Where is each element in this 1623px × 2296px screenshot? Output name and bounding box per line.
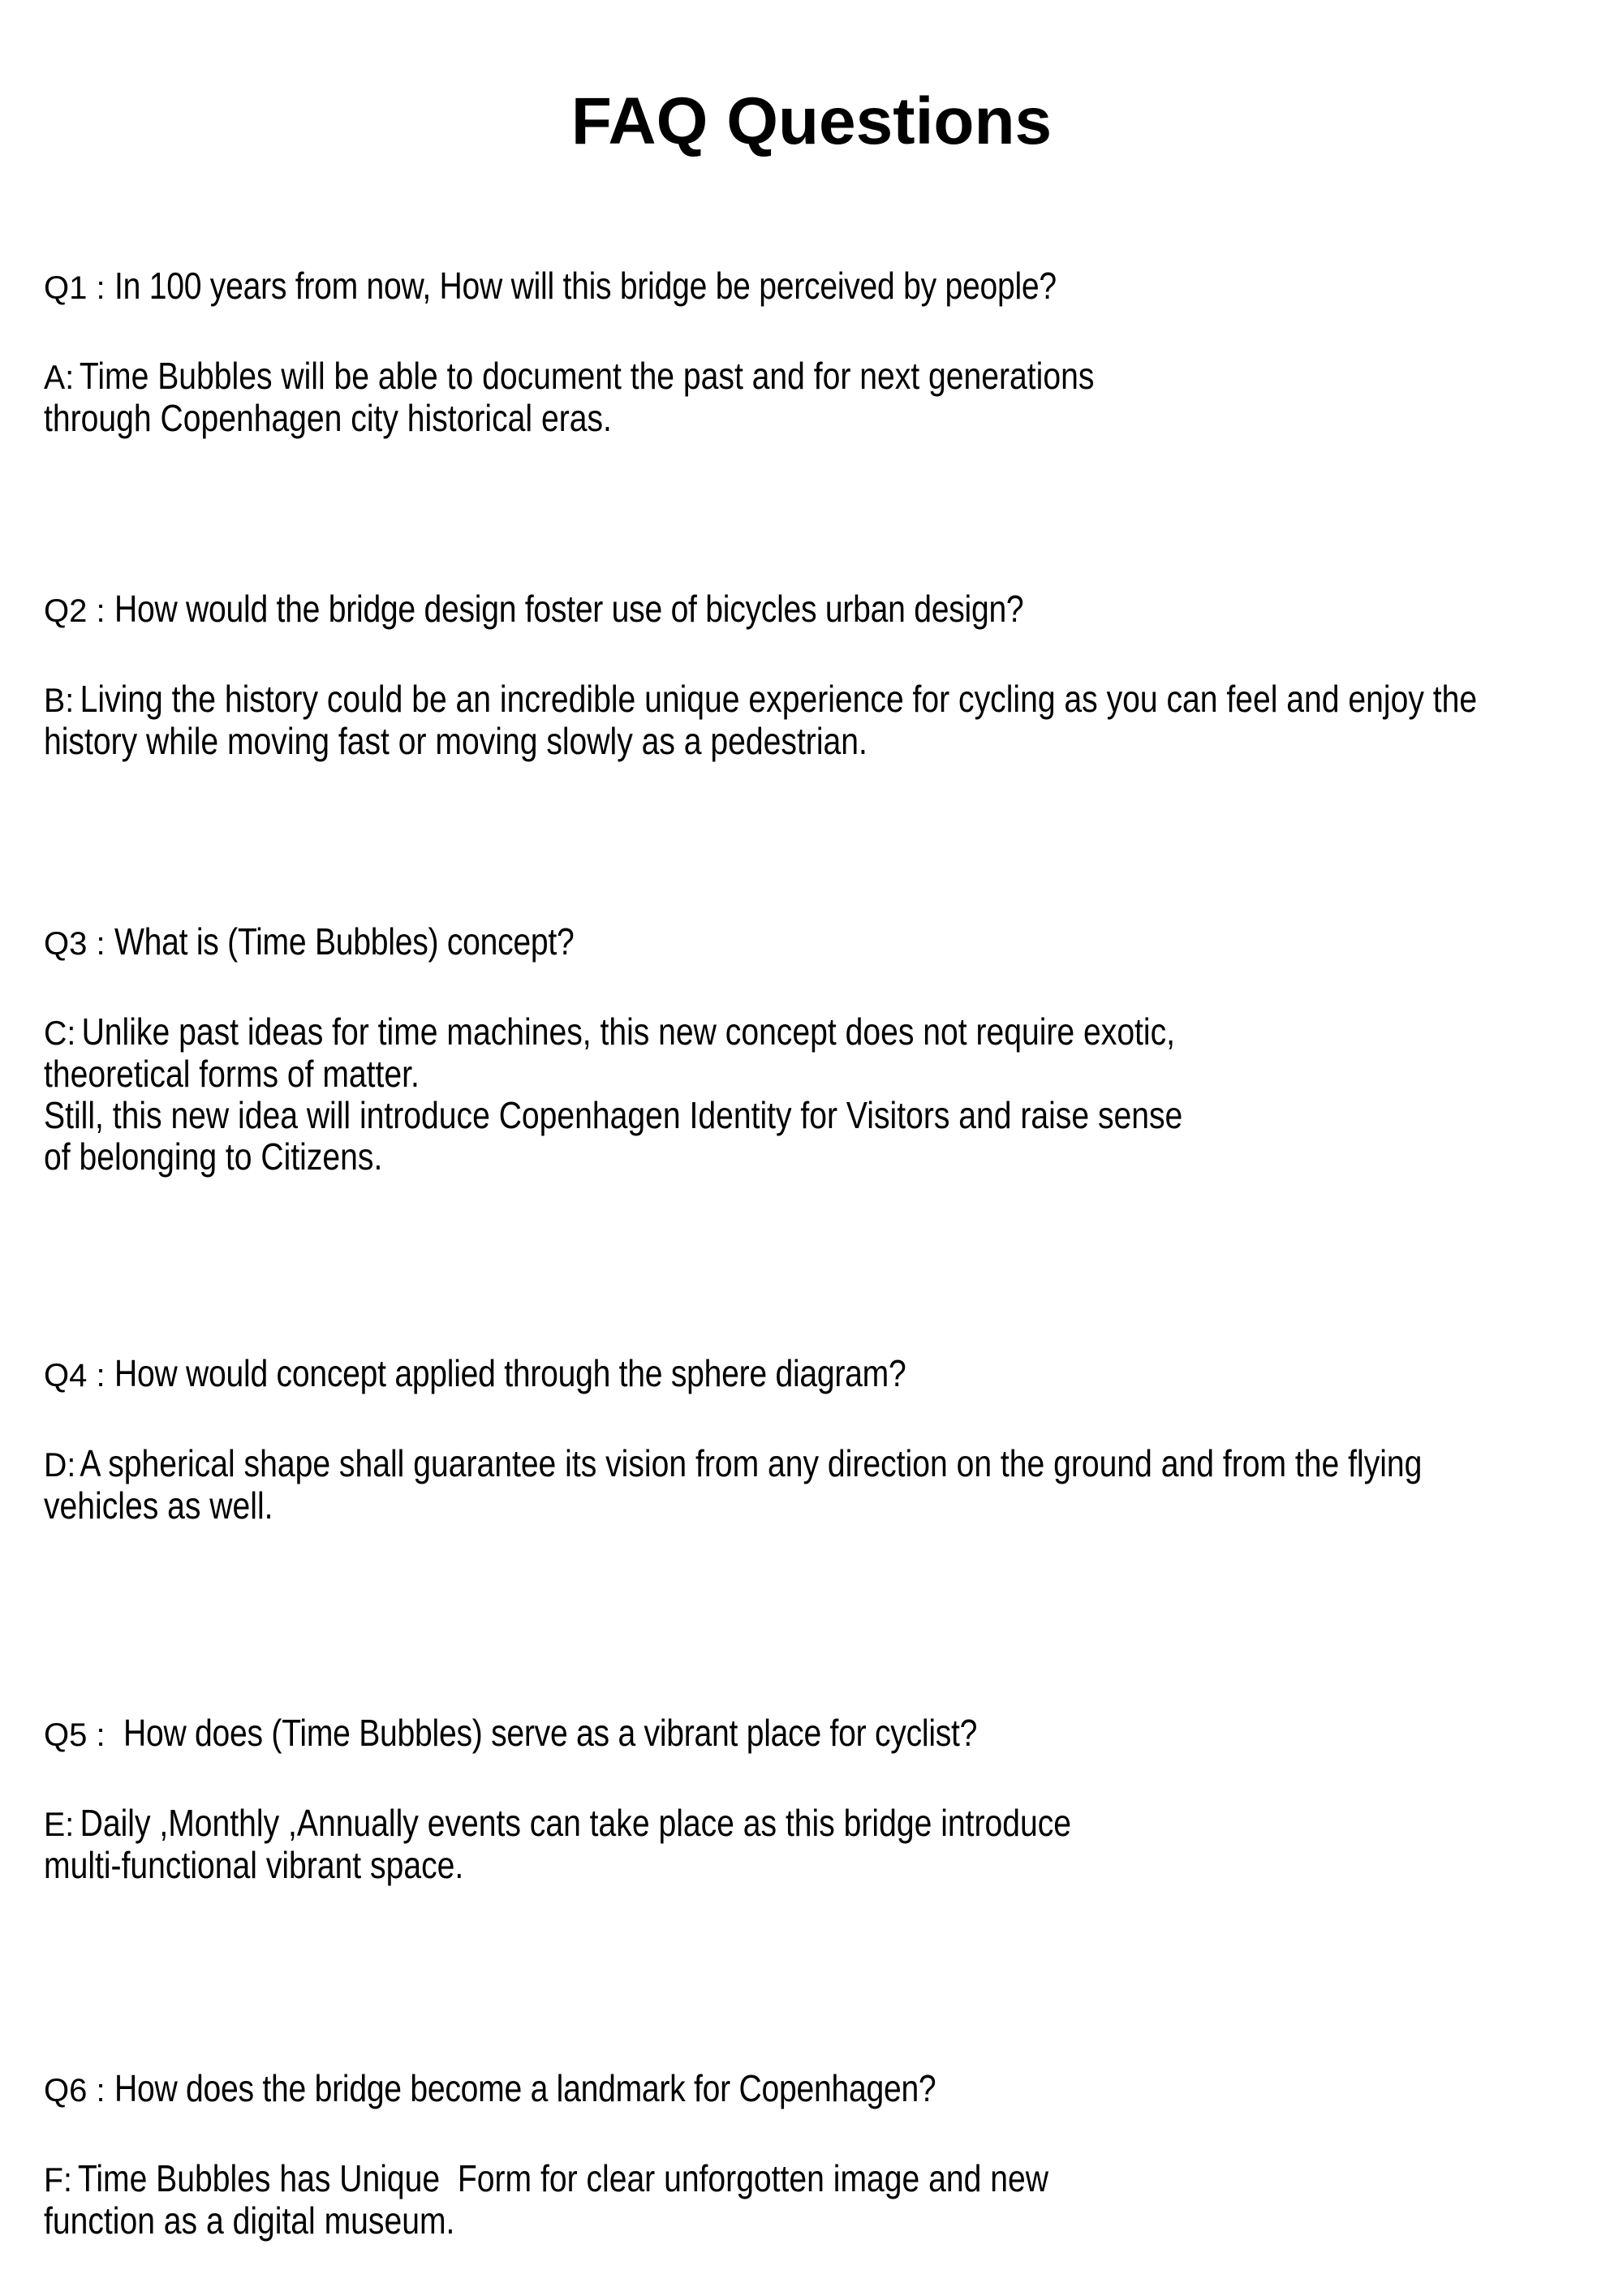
question-text: In 100 years from now, How will this bridge be perceived by people? bbox=[114, 265, 1057, 307]
answer-line: C: Unlike past ideas for time machines, this new concept does not require exotic, bbox=[44, 1010, 1176, 1053]
faq-item-5 bbox=[44, 1708, 1594, 1886]
answer-4 bbox=[44, 1443, 1594, 1527]
answer-line: A: Time Bubbles will be able to document the past and for next generations bbox=[44, 355, 1095, 397]
question-1 bbox=[44, 261, 1594, 320]
question-label: Q5 : bbox=[44, 1717, 123, 1753]
answer-1 bbox=[44, 355, 1594, 439]
question-4 bbox=[44, 1349, 1594, 1407]
answer-label: C: bbox=[44, 1014, 76, 1052]
faq-item-6 bbox=[44, 2064, 1594, 2242]
question-text: How does (Time Bubbles) serve as a vibrant place for cyclist? bbox=[123, 1712, 977, 1754]
answer-label: F: bbox=[44, 2160, 72, 2199]
answer-line: E: Daily ,Monthly ,Annually events can take place as this bridge introduce bbox=[44, 1802, 1072, 1844]
question-6 bbox=[44, 2064, 1594, 2122]
answer-line: multi-functional vibrant space. bbox=[44, 1844, 464, 1886]
faq-item-3 bbox=[44, 917, 1594, 1178]
answer-2 bbox=[44, 678, 1594, 762]
answer-label: A: bbox=[44, 358, 75, 396]
question-label: Q6 : bbox=[44, 2073, 114, 2109]
question-label: Q4 : bbox=[44, 1358, 114, 1394]
answer-line: D: A spherical shape shall guarantee its vision from any direction on the ground and from the flying bbox=[44, 1442, 1423, 1484]
answer-line: B: Living the history could be an incredible unique experience for cycling as you can feel and enjoy the bbox=[44, 678, 1478, 720]
answer-line: vehicles as well. bbox=[44, 1484, 273, 1527]
question-label: Q3 : bbox=[44, 926, 114, 962]
page-title: FAQ Questions bbox=[570, 84, 1053, 158]
question-2 bbox=[44, 584, 1594, 643]
answer-line: function as a digital museum. bbox=[44, 2199, 455, 2242]
answer-6 bbox=[44, 2158, 1594, 2242]
question-text: How would concept applied through the sphere diagram? bbox=[114, 1352, 906, 1394]
answer-line: theoretical forms of matter. bbox=[44, 1053, 420, 1095]
answer-line: Still, this new idea will introduce Copenhagen Identity for Visitors and raise sense bbox=[44, 1094, 1183, 1136]
question-label: Q1 : bbox=[44, 270, 114, 306]
faq-item-1 bbox=[44, 261, 1594, 439]
faq-item-4 bbox=[44, 1349, 1594, 1527]
question-5 bbox=[44, 1708, 1594, 1767]
answer-line: of belonging to Citizens. bbox=[44, 1135, 383, 1178]
answer-line: through Copenhagen city historical eras. bbox=[44, 397, 612, 439]
answer-3 bbox=[44, 1011, 1594, 1178]
answer-line: F: Time Bubbles has Unique Form for clear unforgotten image and new bbox=[44, 2157, 1048, 2199]
answer-label: D: bbox=[44, 1445, 76, 1484]
faq-item-2 bbox=[44, 584, 1594, 762]
answer-line: history while moving fast or moving slowly as a pedestrian. bbox=[44, 720, 867, 762]
answer-label: B: bbox=[44, 681, 75, 719]
question-text: What is (Time Bubbles) concept? bbox=[114, 920, 575, 963]
question-3 bbox=[44, 917, 1594, 976]
question-text: How would the bridge design foster use of bicycles urban design? bbox=[114, 588, 1024, 630]
question-label: Q2 : bbox=[44, 593, 114, 629]
answer-5 bbox=[44, 1803, 1594, 1886]
answer-label: E: bbox=[44, 1805, 75, 1843]
question-text: How does the bridge become a landmark for Copenhagen? bbox=[114, 2067, 936, 2109]
